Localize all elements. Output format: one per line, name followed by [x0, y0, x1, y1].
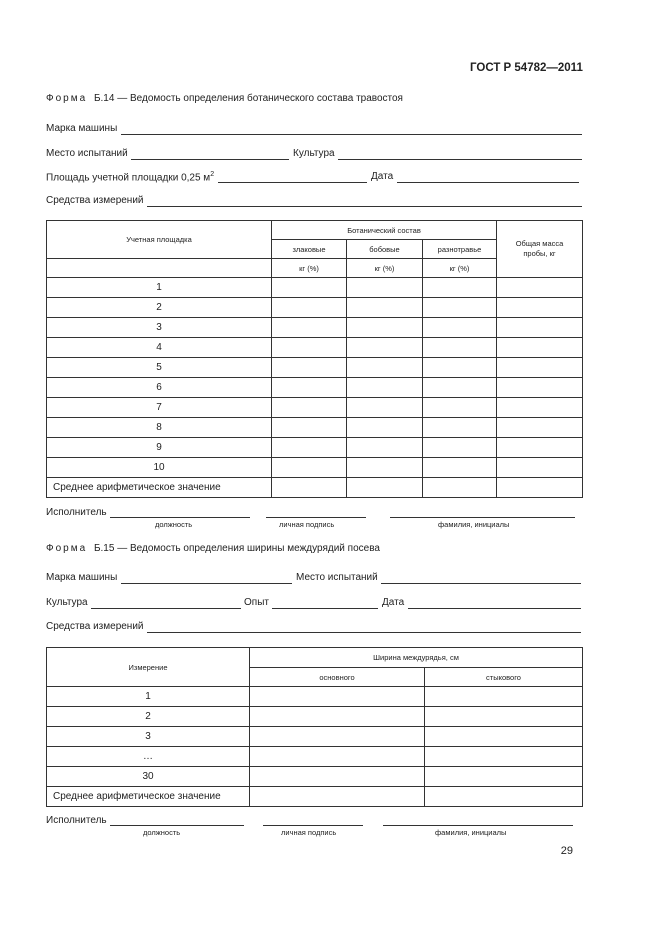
- form15-mean-label: Среднее арифметическое значение: [47, 787, 250, 807]
- table-cell[interactable]: [347, 418, 423, 438]
- table-cell[interactable]: [423, 458, 497, 478]
- table-cell[interactable]: [347, 458, 423, 478]
- form14-area-sup: 2: [210, 171, 215, 178]
- form15-signature-caption: личная подпись: [281, 828, 337, 837]
- table-cell[interactable]: [250, 747, 425, 767]
- form14-unit-legumes: кг (%): [347, 259, 423, 278]
- form14-subcol-legumes: бобовые: [347, 240, 423, 259]
- table-cell[interactable]: [423, 338, 497, 358]
- form14-culture-field[interactable]: [338, 159, 582, 160]
- form14-row-number: 5: [47, 358, 272, 378]
- table-row: [47, 727, 583, 747]
- table-row: [47, 298, 583, 318]
- table-cell[interactable]: [425, 727, 583, 747]
- table-row: [47, 767, 583, 787]
- table-cell[interactable]: [347, 398, 423, 418]
- table-cell[interactable]: [272, 298, 347, 318]
- table-cell[interactable]: [272, 398, 347, 418]
- table-cell[interactable]: [423, 378, 497, 398]
- form15-title-text: Б.15 — Ведомость определения ширины междурядий посева: [93, 543, 380, 554]
- form15-means-label: Средства измерений: [46, 621, 144, 632]
- table-cell[interactable]: [250, 687, 425, 707]
- form14-title-text: Б.14 — Ведомость определения ботанического состава травостоя: [93, 93, 403, 104]
- form14-row-number: 8: [47, 418, 272, 438]
- form14-unit-forbs: кг (%): [423, 259, 497, 278]
- form14-place-label: Место испытаний: [46, 148, 128, 159]
- form15-position-caption: должность: [143, 828, 181, 837]
- form15-date-label: Дата: [382, 597, 405, 608]
- form15-form-word: Форма: [46, 543, 88, 554]
- form14-area-text: Площадь учетной площадки 0,25 м: [46, 172, 211, 184]
- form14-subcol-grasses: злаковые: [272, 240, 347, 259]
- table-row: [47, 438, 583, 458]
- table-cell[interactable]: [497, 298, 583, 318]
- table-cell[interactable]: [425, 787, 583, 807]
- table-cell[interactable]: [272, 358, 347, 378]
- table-cell[interactable]: [347, 298, 423, 318]
- table-cell[interactable]: [272, 478, 347, 498]
- table-cell[interactable]: [347, 478, 423, 498]
- table-row: [47, 747, 583, 767]
- table-cell[interactable]: [497, 478, 583, 498]
- table-row-mean: [47, 478, 583, 498]
- table-cell[interactable]: [497, 378, 583, 398]
- table-cell[interactable]: [250, 707, 425, 727]
- form14-col-group: Ботанический состав: [272, 221, 497, 240]
- form15-date-field[interactable]: [408, 608, 581, 609]
- form14-machine-field[interactable]: [121, 134, 582, 135]
- table-row: [47, 358, 583, 378]
- form14-unit-blank: [47, 259, 272, 278]
- form14-row-number: 1: [47, 278, 272, 298]
- table-row-mean: [47, 787, 583, 807]
- form15-culture-label: Культура: [46, 597, 88, 608]
- table-cell[interactable]: [497, 338, 583, 358]
- form15-experiment-label: Опыт: [244, 597, 269, 608]
- table-cell[interactable]: [272, 458, 347, 478]
- form15-signature-field[interactable]: [263, 825, 363, 826]
- form14-machine-label: Марка машины: [46, 123, 118, 134]
- form14-means-field[interactable]: [147, 206, 582, 207]
- form15-machine-field[interactable]: [121, 583, 292, 584]
- form14-position-field[interactable]: [110, 517, 250, 518]
- table-cell[interactable]: [272, 378, 347, 398]
- form15-row-number: 30: [47, 767, 250, 787]
- form15-row-number: 3: [47, 727, 250, 747]
- form15-place-label: Место испытаний: [296, 572, 378, 583]
- table-row: [47, 418, 583, 438]
- form15-col-group: Ширина междурядья, см: [250, 648, 583, 668]
- form15-executor-label: Исполнитель: [46, 815, 107, 826]
- form14-culture-label: Культура: [293, 148, 335, 159]
- table-cell[interactable]: [250, 727, 425, 747]
- document-code: ГОСТ Р 54782—2011: [470, 62, 583, 74]
- form15-table: [46, 647, 583, 807]
- table-cell[interactable]: [250, 767, 425, 787]
- table-cell[interactable]: [272, 418, 347, 438]
- form14-row-number: 2: [47, 298, 272, 318]
- table-cell[interactable]: [347, 278, 423, 298]
- table-row: [47, 278, 583, 298]
- table-cell[interactable]: [423, 398, 497, 418]
- table-cell[interactable]: [250, 787, 425, 807]
- table-row: [47, 338, 583, 358]
- table-row: [47, 707, 583, 727]
- form14-area-label: [46, 171, 214, 183]
- table-cell[interactable]: [423, 418, 497, 438]
- form15-subcol-joint: стыкового: [425, 668, 583, 687]
- table-cell[interactable]: [425, 687, 583, 707]
- form15-machine-label: Марка машины: [46, 572, 118, 583]
- form15-culture-field[interactable]: [91, 608, 241, 609]
- form14-row-number: 7: [47, 398, 272, 418]
- table-cell[interactable]: [272, 318, 347, 338]
- table-cell[interactable]: [347, 358, 423, 378]
- form14-executor-label: Исполнитель: [46, 507, 107, 518]
- table-cell[interactable]: [425, 707, 583, 727]
- table-cell[interactable]: [423, 298, 497, 318]
- form15-experiment-field[interactable]: [272, 608, 378, 609]
- form14-signature-field[interactable]: [266, 517, 366, 518]
- form14-signature-caption: личная подпись: [279, 520, 335, 529]
- table-cell[interactable]: [347, 338, 423, 358]
- table-cell[interactable]: [347, 438, 423, 458]
- form15-row-number: 2: [47, 707, 250, 727]
- table-cell[interactable]: [272, 438, 347, 458]
- form14-name-field[interactable]: [390, 517, 575, 518]
- table-cell[interactable]: [497, 318, 583, 338]
- form14-mean-label: Среднее арифметическое значение: [47, 478, 272, 498]
- table-cell[interactable]: [497, 418, 583, 438]
- table-row: [47, 398, 583, 418]
- table-cell[interactable]: [347, 378, 423, 398]
- form14-form-word: Форма: [46, 93, 88, 104]
- form14-row-number: 9: [47, 438, 272, 458]
- form15-name-field[interactable]: [383, 825, 573, 826]
- table-cell[interactable]: [423, 438, 497, 458]
- table-cell[interactable]: [497, 398, 583, 418]
- form15-place-field[interactable]: [381, 583, 581, 584]
- form15-position-field[interactable]: [110, 825, 244, 826]
- form14-col-plot: Учетная площадка: [47, 221, 272, 259]
- form14-col-mass: Общая масса пробы, кг: [497, 221, 583, 278]
- form15-row-number: 1: [47, 687, 250, 707]
- table-cell[interactable]: [425, 747, 583, 767]
- form14-subcol-forbs: разнотравье: [423, 240, 497, 259]
- table-row: [47, 458, 583, 478]
- table-cell[interactable]: [272, 338, 347, 358]
- form14-name-caption: фамилия, инициалы: [438, 520, 510, 529]
- table-cell[interactable]: [347, 318, 423, 338]
- form14-date-label: Дата: [371, 171, 394, 182]
- table-cell[interactable]: [423, 318, 497, 338]
- form14-position-caption: должность: [155, 520, 193, 529]
- form14-date-field[interactable]: [397, 182, 579, 183]
- form14-table: [46, 220, 583, 498]
- form15-means-field[interactable]: [147, 632, 581, 633]
- form14-row-number: 10: [47, 458, 272, 478]
- table-row: [47, 378, 583, 398]
- form14-means-label: Средства измерений: [46, 195, 144, 206]
- form15-title: [46, 543, 380, 554]
- table-cell[interactable]: [425, 767, 583, 787]
- form14-row-number: 4: [47, 338, 272, 358]
- table-cell[interactable]: [497, 458, 583, 478]
- table-cell[interactable]: [423, 358, 497, 378]
- form15-col-measure: Измерение: [47, 648, 250, 687]
- form14-area-field[interactable]: [218, 182, 367, 183]
- form14-place-field[interactable]: [131, 159, 289, 160]
- table-cell[interactable]: [497, 358, 583, 378]
- form14-title: [46, 93, 403, 104]
- form14-row-number: 6: [47, 378, 272, 398]
- table-row: [47, 687, 583, 707]
- form15-row-number: …: [47, 747, 250, 767]
- table-cell[interactable]: [497, 438, 583, 458]
- form14-row-number: 3: [47, 318, 272, 338]
- table-cell[interactable]: [497, 278, 583, 298]
- page-number: 29: [560, 845, 573, 857]
- table-cell[interactable]: [423, 478, 497, 498]
- form14-unit-grasses: кг (%): [272, 259, 347, 278]
- table-row: [47, 318, 583, 338]
- form15-name-caption: фамилия, инициалы: [435, 828, 507, 837]
- form15-subcol-main: основного: [250, 668, 425, 687]
- table-cell[interactable]: [423, 278, 497, 298]
- table-cell[interactable]: [272, 278, 347, 298]
